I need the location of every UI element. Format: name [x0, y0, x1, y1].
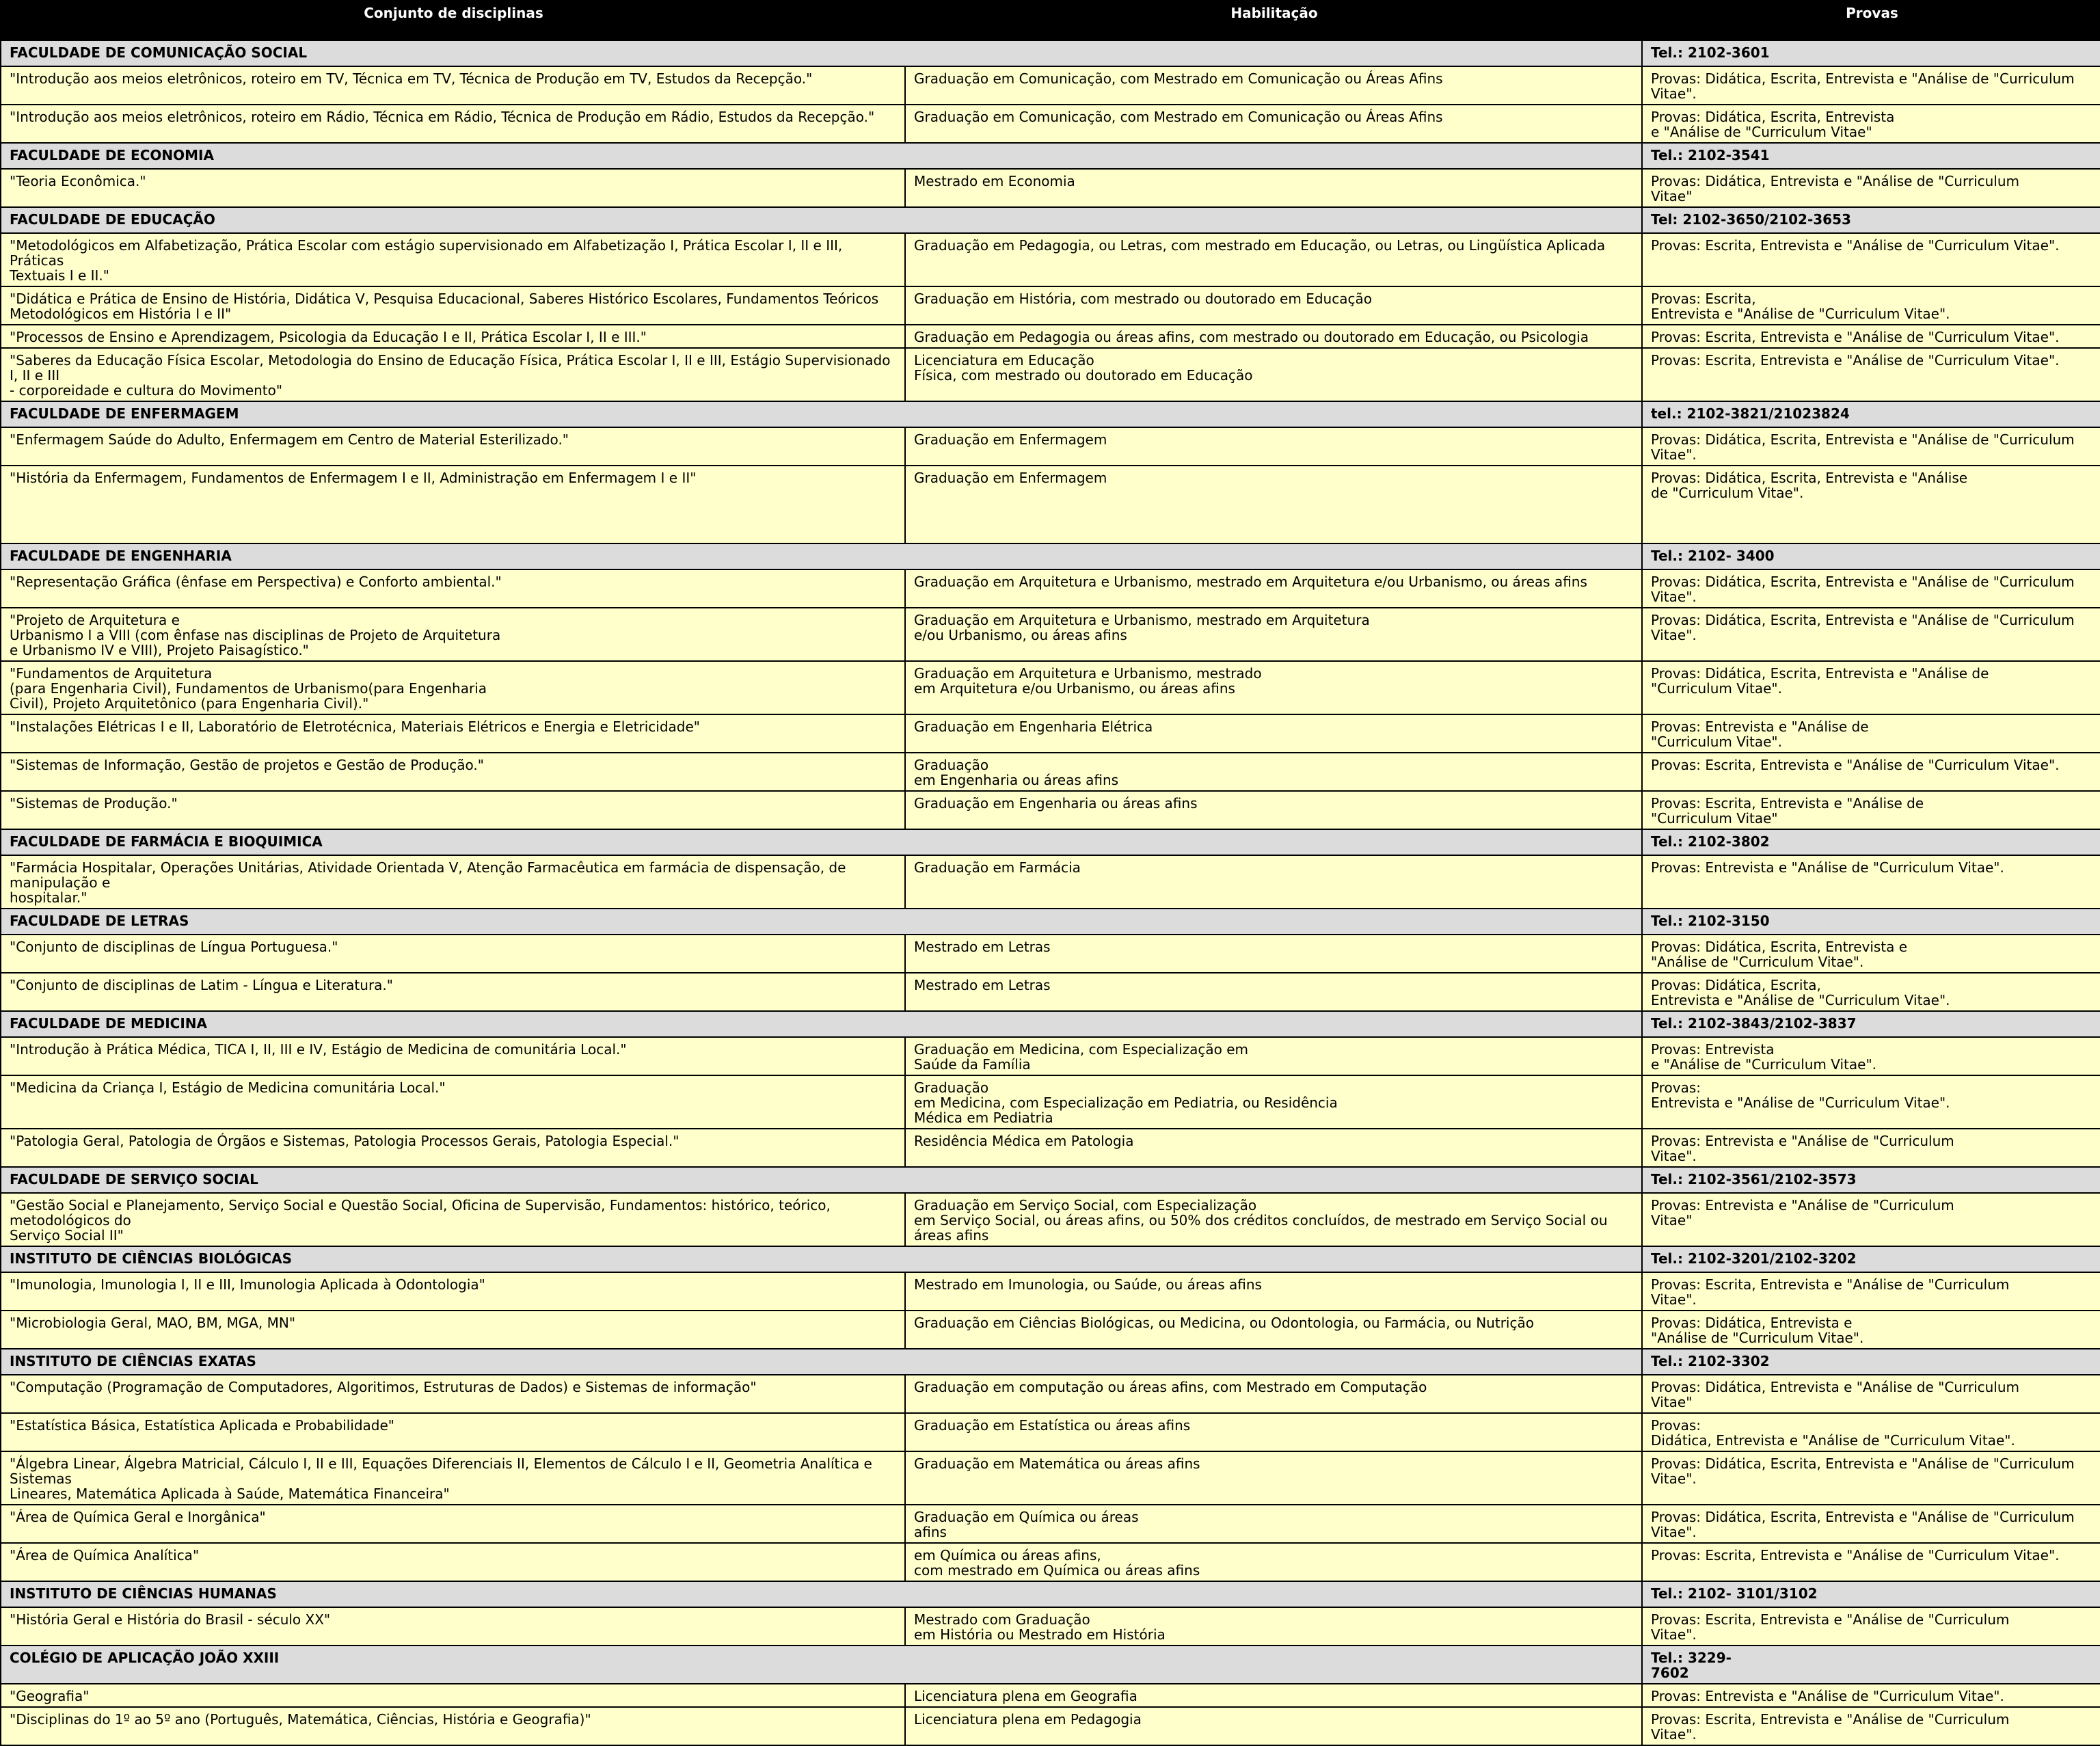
table-row — [1, 569, 2100, 608]
table-row — [1, 935, 2100, 973]
exams-cell: Provas: Escrita, Entrevista e "Análise de "Curriculum Vitae". — [1642, 1707, 2100, 1745]
exams-cell: Provas: Entrevista e "Análise de "Curriculum Vitae". — [1642, 855, 2100, 909]
habilitation-cell: Licenciatura em Educação Física, com mestrado ou doutorado em Educação — [905, 348, 1642, 401]
table-row — [1, 1129, 2100, 1167]
habilitation-cell: Graduação em Engenharia Elétrica — [905, 714, 1642, 753]
habilitation-cell: Mestrado em Imunologia, ou Saúde, ou áreas afins — [905, 1272, 1642, 1311]
disciplines-cell: "Área de Química Analítica" — [1, 1543, 905, 1581]
table-row — [1, 66, 2100, 105]
exams-cell: Provas: Didática, Escrita, Entrevista e "Análise de "Curriculum Vitae". — [1642, 1451, 2100, 1505]
disciplines-cell: "Introdução aos meios eletrônicos, roteiro em Rádio, Técnica em Rádio, Técnica de Produção em Rádio, Estudos da Recepção." — [1, 105, 905, 143]
section-name: FACULDADE DE EDUCAÇÃO — [1, 207, 1642, 233]
exams-cell: Provas: Didática, Escrita, Entrevista e "Análise de "Curriculum Vitae". — [1642, 661, 2100, 714]
disciplines-cell: "Gestão Social e Planejamento, Serviço Social e Questão Social, Oficina de Supervisão, Fundamentos: histórico, teórico, metodológicos do Serviço Social II" — [1, 1193, 905, 1246]
disciplines-cell: "Instalações Elétricas I e II, Laboratório de Eletrotécnica, Materiais Elétricos e Energia e Eletricidade" — [1, 714, 905, 753]
habilitation-cell: Graduação em Arquitetura e Urbanismo, mestrado em Arquitetura e/ou Urbanismo, ou áreas afins — [905, 569, 1642, 608]
section-header-row — [1, 143, 2100, 169]
habilitation-cell: Graduação em Medicina, com Especialização em Pediatria, ou Residência Médica em Pediatria — [905, 1075, 1642, 1129]
exams-cell: Provas: Escrita, Entrevista e "Análise de "Curriculum Vitae". — [1642, 348, 2100, 401]
exams-cell: Provas: Escrita, Entrevista e "Análise de "Curriculum Vitae". — [1642, 753, 2100, 791]
section-name: FACULDADE DE LETRAS — [1, 909, 1642, 935]
table-row — [1, 1505, 2100, 1543]
disciplines-cell: "Farmácia Hospitalar, Operações Unitárias, Atividade Orientada V, Atenção Farmacêutica em farmácia de dispensação, de manipulação e hospitalar." — [1, 855, 905, 909]
section-phone: Tel: 2102-3650/2102-3653 — [1642, 207, 2100, 233]
disciplines-cell: "Patologia Geral, Patologia de Órgãos e Sistemas, Patologia Processos Gerais, Patologia Especial." — [1, 1129, 905, 1167]
habilitation-cell: Graduação em Arquitetura e Urbanismo, mestrado em Arquitetura e/ou Urbanismo, ou áreas afins — [905, 661, 1642, 714]
section-header-row — [1, 401, 2100, 427]
disciplines-cell: "História Geral e História do Brasil - século XX" — [1, 1607, 905, 1646]
habilitation-cell: em Química ou áreas afins, com mestrado em Química ou áreas afins — [905, 1543, 1642, 1581]
table-row — [1, 791, 2100, 829]
habilitation-cell: Graduação em Serviço Social, com Especialização em Serviço Social, ou áreas afins, ou 50% dos créditos concluídos, de mestrado em Serviço Social ou áreas afins — [905, 1193, 1642, 1246]
exams-cell: Provas: Didática, Escrita, Entrevista e "Análise de "Curriculum Vitae". — [1642, 1505, 2100, 1543]
exams-cell: Provas: Didática, Escrita, Entrevista e "Análise de "Curriculum Vitae". — [1642, 66, 2100, 105]
section-phone: Tel.: 2102-3150 — [1642, 909, 2100, 935]
table-row — [1, 1543, 2100, 1581]
table-row — [1, 1451, 2100, 1505]
table-row — [1, 427, 2100, 466]
habilitation-cell: Mestrado em Letras — [905, 935, 1642, 973]
section-header-row — [1, 909, 2100, 935]
habilitation-cell: Graduação em História, com mestrado ou doutorado em Educação — [905, 286, 1642, 325]
disciplines-cell: "Introdução aos meios eletrônicos, roteiro em TV, Técnica em TV, Técnica de Produção em TV, Estudos da Recepção." — [1, 66, 905, 105]
section-name: FACULDADE DE SERVIÇO SOCIAL — [1, 1167, 1642, 1193]
header-provas: Provas — [1642, 1, 2100, 40]
habilitation-cell: Mestrado em Letras — [905, 973, 1642, 1011]
disciplines-cell: "Microbiologia Geral, MAO, BM, MGA, MN" — [1, 1311, 905, 1349]
section-phone: Tel.: 2102-3601 — [1642, 40, 2100, 66]
habilitation-cell: Licenciatura plena em Geografia — [905, 1684, 1642, 1707]
exams-cell: Provas: Entrevista e "Análise de "Curriculum Vitae". — [1642, 714, 2100, 753]
table-row — [1, 1272, 2100, 1311]
table-row — [1, 1607, 2100, 1646]
table-row — [1, 286, 2100, 325]
section-name: INSTITUTO DE CIÊNCIAS EXATAS — [1, 1349, 1642, 1375]
table-row — [1, 1684, 2100, 1707]
section-name: FACULDADE DE ENFERMAGEM — [1, 401, 1642, 427]
exams-cell: Provas: Didática, Entrevista e "Análise de "Curriculum Vitae". — [1642, 1311, 2100, 1349]
exams-cell: Provas: Entrevista e "Análise de "Curriculum Vitae". — [1642, 1684, 2100, 1707]
exams-cell: Provas: Entrevista e "Análise de "Curriculum Vitae". — [1642, 1037, 2100, 1075]
habilitation-cell: Graduação em Ciências Biológicas, ou Medicina, ou Odontologia, ou Farmácia, ou Nutrição — [905, 1311, 1642, 1349]
section-phone: Tel.: 2102-3302 — [1642, 1349, 2100, 1375]
table-row — [1, 348, 2100, 401]
habilitation-cell: Licenciatura plena em Pedagogia — [905, 1707, 1642, 1745]
section-phone: Tel.: 3229- 7602 — [1642, 1646, 2100, 1684]
section-header-row — [1, 543, 2100, 569]
section-phone: tel.: 2102-3821/21023824 — [1642, 401, 2100, 427]
habilitation-cell: Residência Médica em Patologia — [905, 1129, 1642, 1167]
table-row — [1, 714, 2100, 753]
header-habilitacao: Habilitação — [905, 1, 1642, 40]
table-row — [1, 1311, 2100, 1349]
table-row — [1, 1037, 2100, 1075]
disciplines-cell: "Sistemas de Informação, Gestão de projetos e Gestão de Produção." — [1, 753, 905, 791]
section-phone: Tel.: 2102-3843/2102-3837 — [1642, 1011, 2100, 1037]
habilitation-cell: Graduação em Pedagogia ou áreas afins, com mestrado ou doutorado em Educação, ou Psicologia — [905, 325, 1642, 348]
section-name: FACULDADE DE FARMÁCIA E BIOQUIMICA — [1, 829, 1642, 855]
table-row — [1, 661, 2100, 714]
disciplines-cell: "Sistemas de Produção." — [1, 791, 905, 829]
disciplines-cell: "Introdução à Prática Médica, TICA I, II, III e IV, Estágio de Medicina de comunitária Local." — [1, 1037, 905, 1075]
habilitation-cell: Graduação em Medicina, com Especialização em Saúde da Família — [905, 1037, 1642, 1075]
section-name: INSTITUTO DE CIÊNCIAS BIOLÓGICAS — [1, 1246, 1642, 1272]
habilitation-cell: Graduação em Enfermagem — [905, 427, 1642, 466]
section-header-row — [1, 1011, 2100, 1037]
table-row — [1, 1375, 2100, 1413]
exams-cell: Provas: Didática, Escrita, Entrevista e "Análise de "Curriculum Vitae". — [1642, 608, 2100, 661]
section-name: FACULDADE DE ECONOMIA — [1, 143, 1642, 169]
table-row — [1, 233, 2100, 286]
disciplines-cell: "Medicina da Criança I, Estágio de Medicina comunitária Local." — [1, 1075, 905, 1129]
exams-cell: Provas: Escrita, Entrevista e "Análise de "Curriculum Vitae". — [1642, 1272, 2100, 1311]
section-header-row — [1, 207, 2100, 233]
exams-cell: Provas: Didática, Escrita, Entrevista e "Análise de "Curriculum Vitae". — [1642, 973, 2100, 1011]
exams-cell: Provas: Entrevista e "Análise de "Curriculum Vitae" — [1642, 1193, 2100, 1246]
exams-cell: Provas: Escrita, Entrevista e "Análise de "Curriculum Vitae". — [1642, 325, 2100, 348]
exams-cell: Provas: Entrevista e "Análise de "Curriculum Vitae". — [1642, 1129, 2100, 1167]
disciplines-cell: "Projeto de Arquitetura e Urbanismo I a VIII (com ênfase nas disciplinas de Projeto de Arquitetura e Urbanismo IV e VIII), Projeto Paisagístico." — [1, 608, 905, 661]
exams-cell: Provas: Didática, Entrevista e "Análise de "Curriculum Vitae" — [1642, 169, 2100, 207]
table-row — [1, 466, 2100, 543]
table-row — [1, 105, 2100, 143]
exams-cell: Provas: Escrita, Entrevista e "Análise de "Curriculum Vitae" — [1642, 791, 2100, 829]
section-name: FACULDADE DE ENGENHARIA — [1, 543, 1642, 569]
habilitation-cell: Graduação em Engenharia ou áreas afins — [905, 753, 1642, 791]
habilitation-cell: Graduação em Engenharia ou áreas afins — [905, 791, 1642, 829]
section-phone: Tel.: 2102- 3101/3102 — [1642, 1581, 2100, 1607]
habilitation-cell: Graduação em Enfermagem — [905, 466, 1642, 543]
disciplines-cell: "Álgebra Linear, Álgebra Matricial, Cálculo I, II e III, Equações Diferenciais II, Elementos de Cálculo I e II, Geometria Analítica e Sistemas Lineares, Matemática Aplicada à Saúde, Matemática Financeira" — [1, 1451, 905, 1505]
table-row — [1, 1193, 2100, 1246]
disciplines-cell: "História da Enfermagem, Fundamentos de Enfermagem I e II, Administração em Enfermagem I e II" — [1, 466, 905, 543]
disciplines-cell: "Saberes da Educação Física Escolar, Metodologia do Ensino de Educação Física, Prática Escolar I, II e III, Estágio Supervisionado I, II e III - corporeidade e cultura do Movimento" — [1, 348, 905, 401]
disciplines-cell: "Computação (Programação de Computadores, Algoritimos, Estruturas de Dados) e Sistemas de informação" — [1, 1375, 905, 1413]
disciplines-cell: "Processos de Ensino e Aprendizagem, Psicologia da Educação I e II, Prática Escolar I, II e III." — [1, 325, 905, 348]
section-header-row — [1, 1349, 2100, 1375]
table-row — [1, 169, 2100, 207]
disciplines-cell: "Metodológicos em Alfabetização, Prática Escolar com estágio supervisionado em Alfabetização I, Prática Escolar I, II e III, Práticas Textuais I e II." — [1, 233, 905, 286]
exams-cell: Provas: Didática, Escrita, Entrevista e "Análise de "Curriculum Vitae" — [1642, 105, 2100, 143]
table-row — [1, 1075, 2100, 1129]
habilitation-cell: Graduação em Comunicação, com Mestrado em Comunicação ou Áreas Afins — [905, 66, 1642, 105]
disciplines-cell: "Imunologia, Imunologia I, II e III, Imunologia Aplicada à Odontologia" — [1, 1272, 905, 1311]
section-name: INSTITUTO DE CIÊNCIAS HUMANAS — [1, 1581, 1642, 1607]
disciplines-cell: "Fundamentos de Arquitetura (para Engenharia Civil), Fundamentos de Urbanismo(para Engenharia Civil), Projeto Arquitetônico (para Engenharia Civil)." — [1, 661, 905, 714]
exams-cell: Provas: Didática, Escrita, Entrevista e "Análise de "Curriculum Vitae". — [1642, 935, 2100, 973]
section-phone: Tel.: 2102- 3400 — [1642, 543, 2100, 569]
disciplines-cell: "Conjunto de disciplinas de Latim - Língua e Literatura." — [1, 973, 905, 1011]
section-phone: Tel.: 2102-3802 — [1642, 829, 2100, 855]
section-header-row — [1, 1581, 2100, 1607]
section-phone: Tel.: 2102-3201/2102-3202 — [1642, 1246, 2100, 1272]
table-row — [1, 1413, 2100, 1451]
exams-cell: Provas: Didática, Escrita, Entrevista e "Análise de "Curriculum Vitae". — [1642, 466, 2100, 543]
habilitation-cell: Graduação em Matemática ou áreas afins — [905, 1451, 1642, 1505]
disciplines-cell: "Conjunto de disciplinas de Língua Portuguesa." — [1, 935, 905, 973]
exams-cell: Provas: Escrita, Entrevista e "Análise de "Curriculum Vitae". — [1642, 286, 2100, 325]
exams-cell: Provas: Didática, Escrita, Entrevista e "Análise de "Curriculum Vitae". — [1642, 569, 2100, 608]
disciplines-cell: "Representação Gráfica (ênfase em Perspectiva) e Conforto ambiental." — [1, 569, 905, 608]
habilitation-cell: Graduação em computação ou áreas afins, com Mestrado em Computação — [905, 1375, 1642, 1413]
section-header-row — [1, 40, 2100, 66]
table-row — [1, 325, 2100, 348]
disciplines-cell: "Geografia" — [1, 1684, 905, 1707]
table-row — [1, 855, 2100, 909]
exams-cell: Provas: Escrita, Entrevista e "Análise de "Curriculum Vitae". — [1642, 1543, 2100, 1581]
disciplines-cell: "Didática e Prática de Ensino de História, Didática V, Pesquisa Educacional, Saberes Histórico Escolares, Fundamentos Teóricos Metodológicos em História I e II" — [1, 286, 905, 325]
section-header-row — [1, 1646, 2100, 1684]
exams-cell: Provas: Escrita, Entrevista e "Análise de "Curriculum Vitae". — [1642, 1607, 2100, 1646]
habilitation-cell: Graduação em Farmácia — [905, 855, 1642, 909]
habilitation-cell: Graduação em Pedagogia, ou Letras, com mestrado em Educação, ou Letras, ou Lingüística Aplicada — [905, 233, 1642, 286]
exams-cell: Provas: Entrevista e "Análise de "Curriculum Vitae". — [1642, 1075, 2100, 1129]
section-phone: Tel.: 2102-3561/2102-3573 — [1642, 1167, 2100, 1193]
table-row — [1, 608, 2100, 661]
header-row — [1, 1, 2100, 40]
table-row — [1, 753, 2100, 791]
section-header-row — [1, 829, 2100, 855]
section-name: COLÉGIO DE APLICAÇÃO JOÃO XXIII — [1, 1646, 1642, 1684]
table-row — [1, 973, 2100, 1011]
habilitation-cell: Graduação em Estatística ou áreas afins — [905, 1413, 1642, 1451]
exams-cell: Provas: Escrita, Entrevista e "Análise de "Curriculum Vitae". — [1642, 233, 2100, 286]
section-name: FACULDADE DE COMUNICAÇÃO SOCIAL — [1, 40, 1642, 66]
table-row — [1, 1707, 2100, 1745]
habilitation-cell: Graduação em Comunicação, com Mestrado em Comunicação ou Áreas Afins — [905, 105, 1642, 143]
exams-cell: Provas: Didática, Escrita, Entrevista e "Análise de "Curriculum Vitae". — [1642, 427, 2100, 466]
disciplines-cell: "Enfermagem Saúde do Adulto, Enfermagem em Centro de Material Esterilizado." — [1, 427, 905, 466]
exams-cell: Provas: Didática, Entrevista e "Análise de "Curriculum Vitae". — [1642, 1413, 2100, 1451]
header-disciplinas: Conjunto de disciplinas — [1, 1, 905, 40]
disciplines-cell: "Disciplinas do 1º ao 5º ano (Português, Matemática, Ciências, História e Geografia)" — [1, 1707, 905, 1745]
section-header-row — [1, 1167, 2100, 1193]
habilitation-cell: Mestrado em Economia — [905, 169, 1642, 207]
disciplines-cell: "Teoria Econômica." — [1, 169, 905, 207]
habilitation-cell: Mestrado com Graduação em História ou Mestrado em História — [905, 1607, 1642, 1646]
section-header-row — [1, 1246, 2100, 1272]
disciplines-cell: "Estatística Básica, Estatística Aplicada e Probabilidade" — [1, 1413, 905, 1451]
exams-cell: Provas: Didática, Entrevista e "Análise de "Curriculum Vitae" — [1642, 1375, 2100, 1413]
habilitation-cell: Graduação em Arquitetura e Urbanismo, mestrado em Arquitetura e/ou Urbanismo, ou áreas afins — [905, 608, 1642, 661]
disciplines-cell: "Área de Química Geral e Inorgânica" — [1, 1505, 905, 1543]
section-name: FACULDADE DE MEDICINA — [1, 1011, 1642, 1037]
section-phone: Tel.: 2102-3541 — [1642, 143, 2100, 169]
habilitation-cell: Graduação em Química ou áreas afins — [905, 1505, 1642, 1543]
